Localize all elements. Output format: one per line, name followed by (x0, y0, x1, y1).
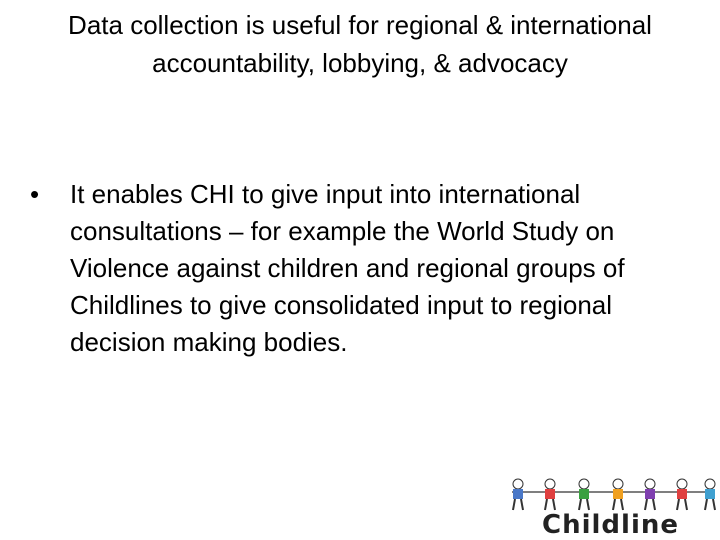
bullet-item (30, 176, 680, 361)
bullet-text: It enables CHI to give input into international consultations – for example the World Study on Violence against children and regional groups of Childlines to give consolidated input to regional decision making bodies. (70, 179, 625, 357)
child-figure-7 (705, 479, 715, 510)
bullet-marker: • (30, 179, 40, 209)
child-figure-3 (579, 479, 589, 510)
child-figure-2 (545, 479, 555, 510)
child-figure-4 (613, 479, 623, 510)
child-figure-5 (645, 479, 655, 510)
children-holding-hands-icon (500, 478, 720, 512)
child-figure-6 (677, 479, 687, 510)
child-figure-1 (513, 479, 523, 510)
childline-logo (500, 478, 720, 540)
logo-wordmark: Childline (542, 510, 679, 540)
slide-title: Data collection is useful for regional & international accountability, lobbying, & advocacy (68, 10, 652, 78)
slide-body (30, 176, 680, 361)
